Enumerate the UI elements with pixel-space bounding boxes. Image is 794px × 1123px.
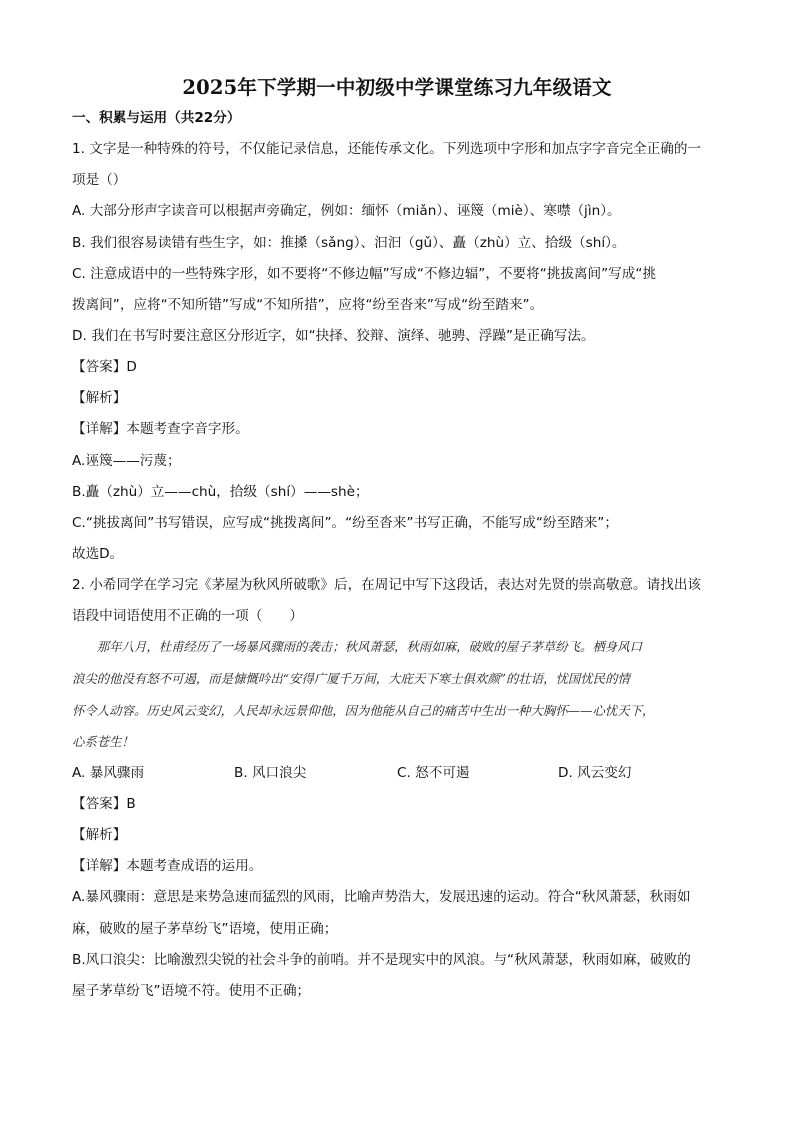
q2-option-c: C. 怒不可遏 xyxy=(397,765,470,781)
q2-answer: 【答案】B xyxy=(72,796,136,812)
page-title: 2025年下学期一中初级中学课堂练习九年级语文 xyxy=(182,76,612,99)
q1-stem-line1: 1. 文字是一种特殊的符号，不仅能记录信息，还能传承文化。下列选项中字形和加点字字音完全正确的一 xyxy=(72,141,702,157)
q2-option-a: A. 暴风骤雨 xyxy=(72,765,145,781)
q2-analysis-label: 【解析】 xyxy=(72,827,127,843)
q2-detail: 【详解】本题考查成语的运用。 xyxy=(72,858,263,874)
q1-explanation-c: C.“挑拔离间”书写错误，应写成“挑拨离间”。“纷至沓来”书写正确，不能写成“纷至踏来”； xyxy=(72,515,618,531)
q1-option-a: A. 大部分形声字读音可以根据声旁确定，例如：缅怀（miǎn）、诬篾（miè）、寒噤（jìn）。 xyxy=(72,203,621,219)
q2-option-d: D. 风云变幻 xyxy=(558,765,632,781)
q2-passage-line1: 那年八月，杜甫经历了一场暴风骤雨的袭击；秋风萧瑟，秋雨如麻，破败的屋子茅草纷飞。栖身风口 xyxy=(72,639,642,654)
q2-passage-line4: 心系苍生！ xyxy=(72,734,134,749)
q1-analysis-label: 【解析】 xyxy=(72,390,127,406)
q2-explanation-a-line1: A.暴风骤雨：意思是来势急速而猛烈的风雨，比喻声势浩大，发展迅速的运动。符合“秋风萧瑟，秋雨如 xyxy=(72,889,691,905)
q2-explanation-a-line2: 麻，破败的屋子茅草纷飞”语境，使用正确； xyxy=(72,921,338,937)
q1-option-b: B. 我们很容易读错有些生字，如：推搡（sǎng）、汩汩（gǔ）、矗（zhù）立、拾级（shí）。 xyxy=(72,235,626,251)
q2-passage-line2: 浪尖的他没有怒不可遏，而是慷慨吟出“安得广厦千万间，大庇天下寒士俱欢颜”的壮语，忧国忧民的情 xyxy=(72,671,630,686)
q2-option-b: B. 风口浪尖 xyxy=(234,765,307,781)
q1-option-d: D. 我们在书写时要注意区分形近字，如“抉择、狡辩、演绎、驰骋、浮躁”是正确写法。 xyxy=(72,328,595,344)
q1-stem-line2: 项是（） xyxy=(72,172,127,188)
q2-explanation-b-line1: B.风口浪尖：比喻激烈尖锐的社会斗争的前哨。并不是现实中的风浪。与“秋风萧瑟，秋雨如麻，破败的 xyxy=(72,952,691,968)
q1-conclusion: 故选D。 xyxy=(72,546,124,562)
q2-explanation-b-line2: 屋子茅草纷飞”语境不符。使用不正确； xyxy=(72,983,311,999)
q2-stem-line1: 2. 小希同学在学习完《茅屋为秋风所破歌》后，在周记中写下这段话，表达对先贤的崇高敬意。请找出该 xyxy=(72,577,702,593)
section-heading: 一、积累与运用（共22分） xyxy=(72,110,241,126)
q1-answer: 【答案】D xyxy=(72,359,137,375)
q2-passage-line3: 怀令人动容。历史风云变幻，人民却永远景仰他，因为他能从自己的痛苦中生出一种大胸怀——心忧天下， xyxy=(72,703,655,718)
q1-explanation-a: A.诬篾——污蔑； xyxy=(72,453,181,469)
q1-option-c-line2: 拨离间”，应将“不知所错”写成“不知所措”，应将“纷至沓来”写成“纷至踏来”。 xyxy=(72,297,544,313)
q1-option-c-line1: C. 注意成语中的一些特殊字形，如不要将“不修边幅”写成“不修边辐”，不要将“挑拔离间”写成“挑 xyxy=(72,266,656,282)
q2-stem-line2: 语段中词语使用不正确的一项（ ） xyxy=(72,608,304,624)
q1-explanation-b: B.矗（zhù）立——chù，拾级（shí）——shè； xyxy=(72,484,369,500)
q1-detail: 【详解】本题考查字音字形。 xyxy=(72,421,249,437)
